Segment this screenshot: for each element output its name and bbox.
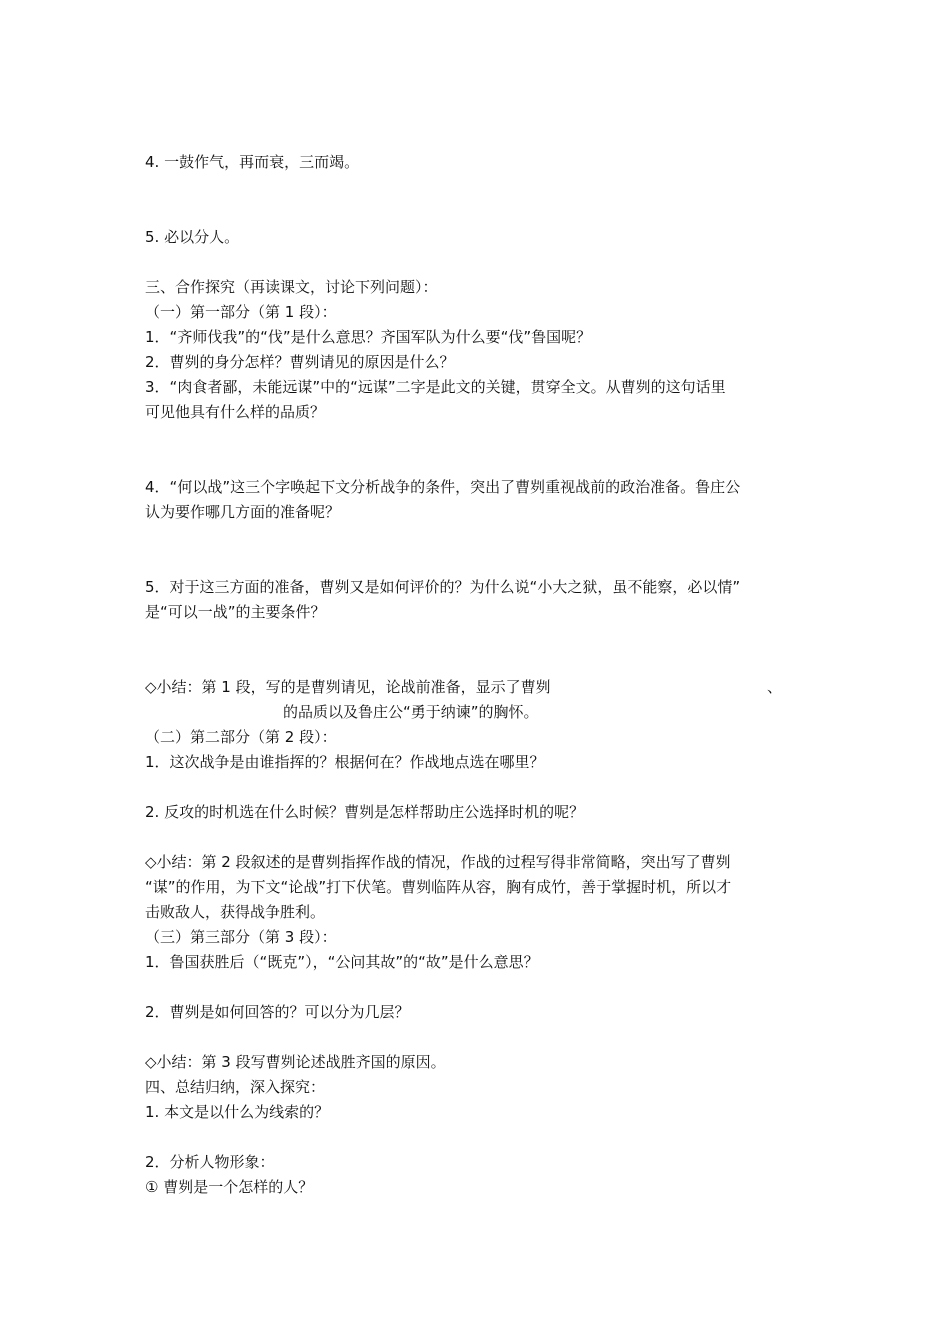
part-3-question-1: 1．鲁国获胜后（“既克”），“公问其故”的“故”是什么意思？: [145, 953, 539, 971]
part-2-summary-line-3: 击败敌人，获得战争胜利。: [145, 903, 326, 921]
answer-item-5: 5. 必以分人。: [145, 228, 240, 246]
part-1-question-5-line-2: 是“可以一战”的主要条件？: [145, 603, 326, 621]
summary-question-1: 1. 本文是以什么为线索的？: [145, 1103, 330, 1121]
part-1-question-3-line-2: 可见他具有什么样的品质？: [145, 403, 326, 421]
part-1-question-4-line-1: 4．“何以战”这三个字唤起下文分析战争的条件，突出了曹刿重视战前的政治准备。鲁庄公: [145, 478, 741, 496]
part-3-summary: ◇小结：第 3 段写曹刿论述战胜齐国的原因。: [145, 1053, 446, 1071]
part-1-question-2: 2．曹刿的身分怎样？曹刿请见的原因是什么？: [145, 353, 455, 371]
summary-question-2: 2．分析人物形象：: [145, 1153, 275, 1171]
part-2-question-2: 2. 反攻的时机选在什么时候？曹刿是怎样帮助庄公选择时机的呢？: [145, 803, 585, 821]
summary-subquestion-1: ① 曹刿是一个怎样的人？: [145, 1178, 314, 1196]
part-1-summary-line-1: ◇小结：第 1 段，写的是曹刿请见，论战前准备，显示了曹刿: [145, 678, 551, 696]
section-heading-4: 四、总结归纳，深入探究：: [145, 1078, 326, 1096]
part-2-question-1: 1．这次战争是由谁指挥的？根据何在？作战地点选在哪里？: [145, 753, 545, 771]
answer-item-4: 4. 一鼓作气，再而衰，三而竭。: [145, 153, 360, 171]
part-1-question-1: 1．“齐师伐我”的“伐”是什么意思？齐国军队为什么要“伐”鲁国呢？: [145, 328, 592, 346]
part-2-summary-line-2: “谋”的作用，为下文“论战”打下伏笔。曹刿临阵从容，胸有成竹，善于掌握时机，所以才: [145, 878, 732, 896]
part-1-summary-line-2: 的品质以及鲁庄公“勇于纳谏”的胸怀。: [283, 703, 539, 721]
part-1-summary-separator: 、: [767, 678, 783, 696]
part-3-heading: （三）第三部分（第 3 段）：: [145, 928, 337, 946]
part-1-question-3-line-1: 3．“肉食者鄙，未能远谋”中的“远谋”二字是此文的关键，贯穿全文。从曹刿的这句话里: [145, 378, 726, 396]
part-2-summary-line-1: ◇小结：第 2 段叙述的是曹刿指挥作战的情况，作战的过程写得非常简略，突出写了曹刿: [145, 853, 731, 871]
part-1-question-5-line-1: 5．对于这三方面的准备，曹刿又是如何评价的？为什么说“小大之狱，虽不能察，必以情”: [145, 578, 741, 596]
section-heading-3: 三、合作探究（再读课文，讨论下列问题）：: [145, 278, 438, 296]
part-1-heading: （一）第一部分（第 1 段）：: [145, 303, 337, 321]
part-1-question-4-line-2: 认为要作哪几方面的准备呢？: [145, 503, 341, 521]
part-3-question-2: 2．曹刿是如何回答的？可以分为几层？: [145, 1003, 410, 1021]
part-2-heading: （二）第二部分（第 2 段）：: [145, 728, 337, 746]
